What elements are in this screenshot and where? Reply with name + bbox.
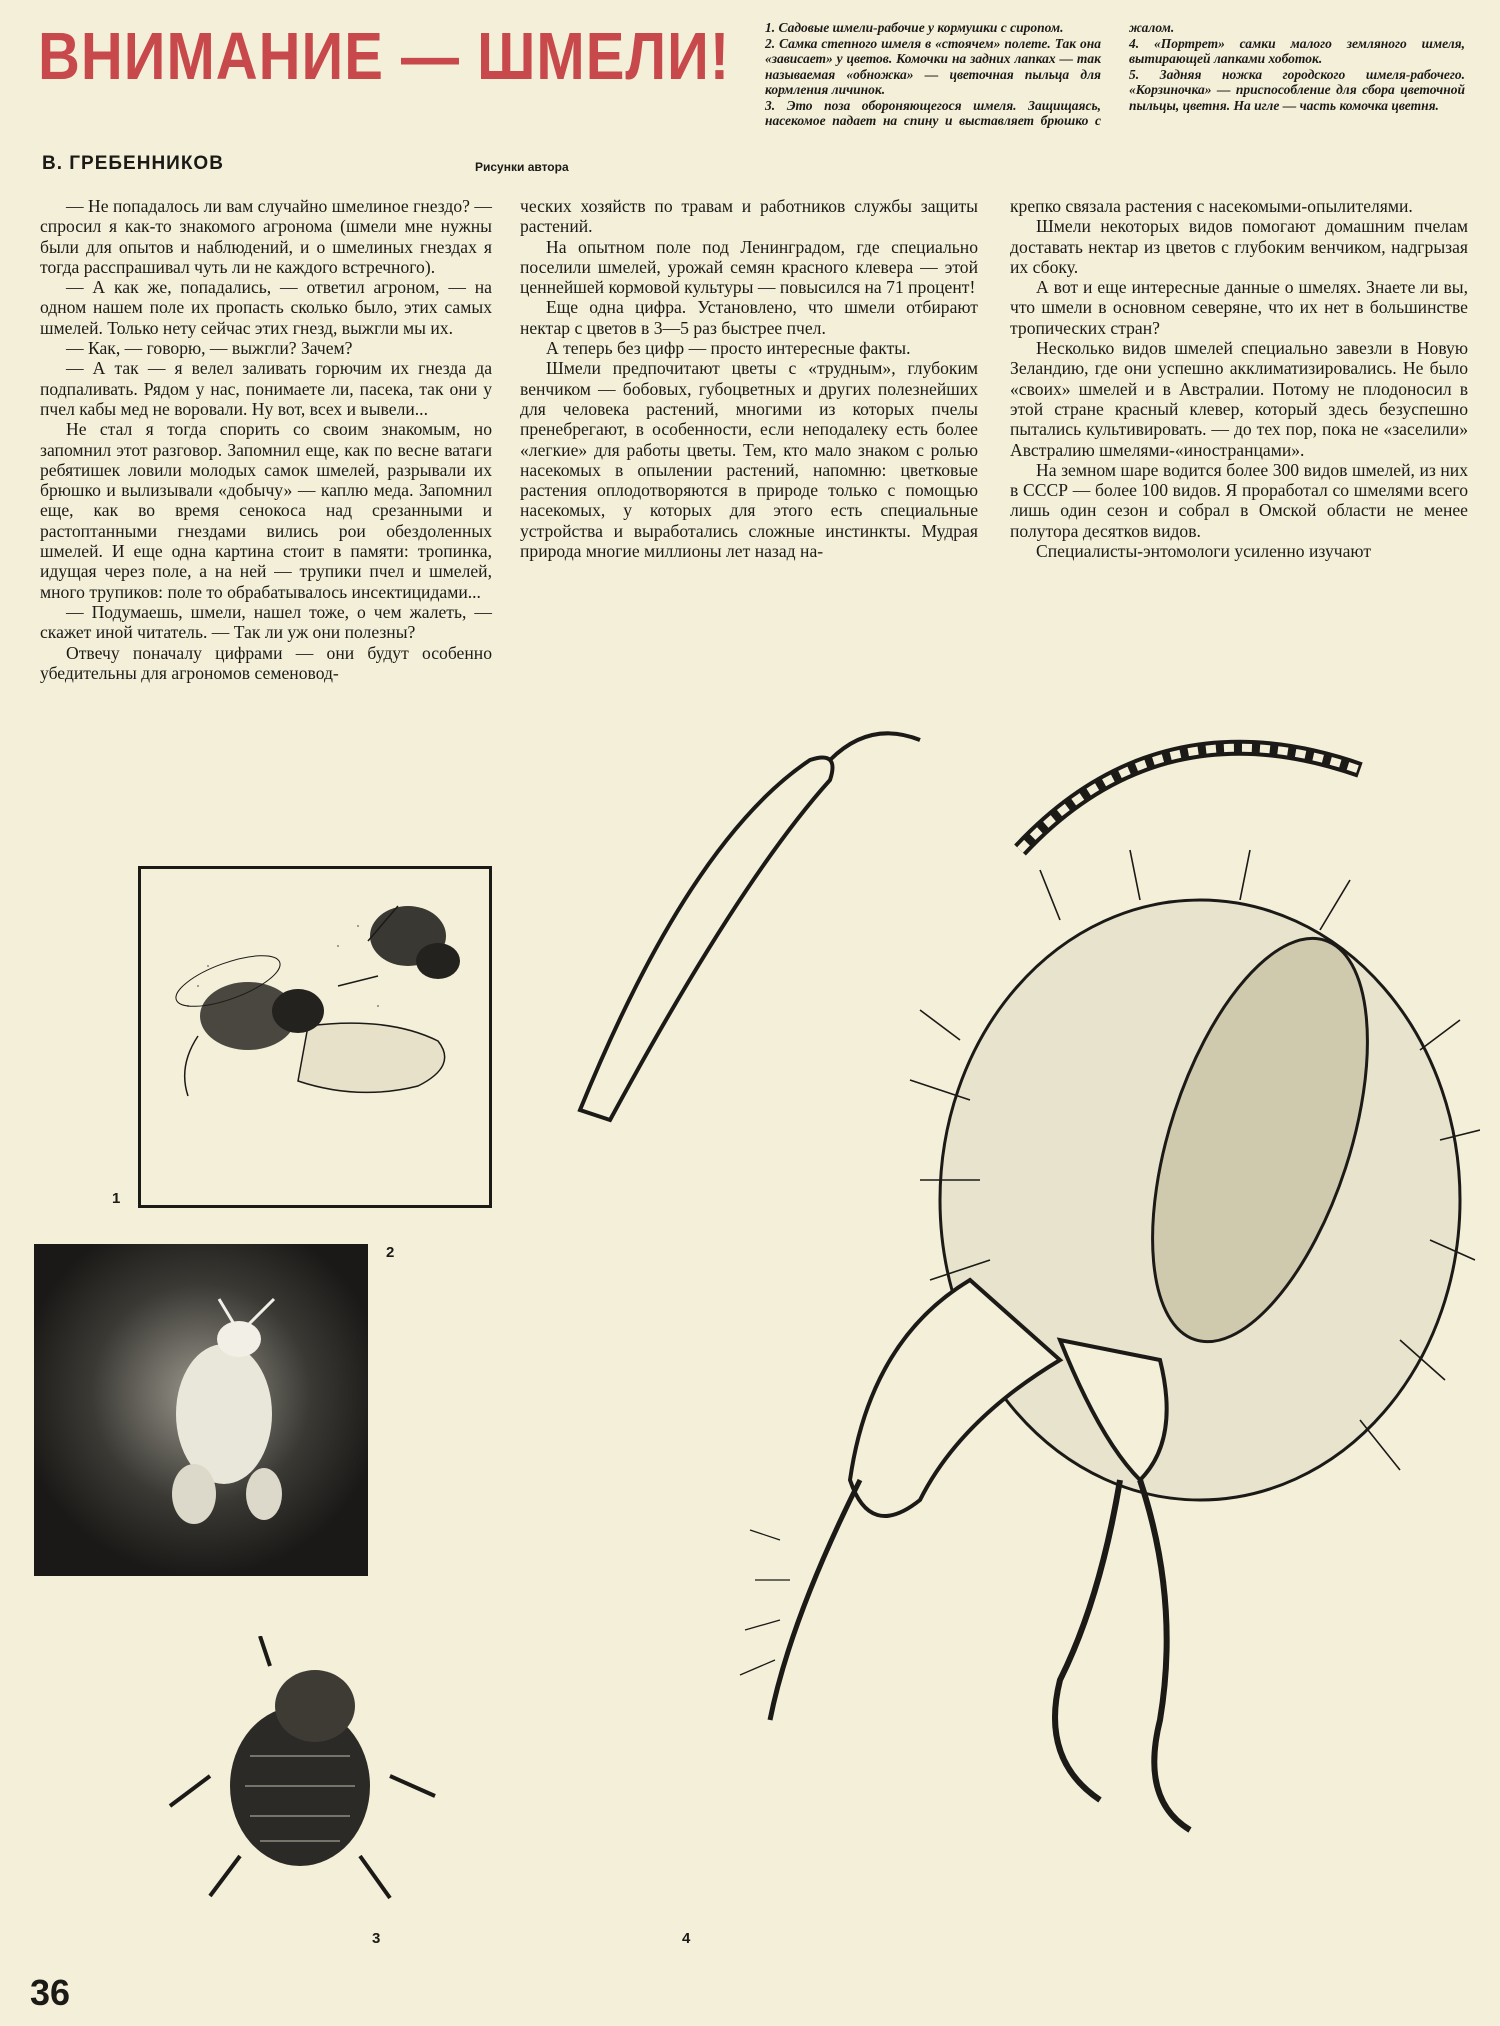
figure-3-label: 3 — [372, 1930, 381, 1947]
article-column-3 — [1010, 196, 1468, 561]
caption-2: 2. Самка степного шмеля в «стоячем» полете. Так она «зависает» у цветов. Комочки на задних лапках — так называемая «обножка» — цветочная пыльца для кормления личинок. — [765, 35, 1101, 97]
author-byline: В. ГРЕБЕННИКОВ — [42, 153, 224, 174]
paragraph: Несколько видов шмелей специально завезли в Новую Зеландию, где они успешно акклиматизировались. Не было «своих» шмелей и в Австралии. Потому не плодоносил в этой стране красный клевер, который здесь безуспешно пытались культивировать. — до тех пор, пока не «заселили» Австралию шмелями-«иностранцами». — [1010, 338, 1468, 460]
paragraph: — Не попадалось ли вам случайно шмелиное гнездо? — спросил я как-то знакомого агронома (шмели мне нужны были для опытов и наблюдений, и о шмелиных гнездах я тогда расспрашивал чуть ли не каждого встречного). — [40, 196, 492, 277]
figure-4-label: 4 — [682, 1930, 691, 1947]
page-number: 36 — [30, 1972, 71, 2013]
caption-4: 4. «Портрет» самки малого земляного шмеля, вытирающей лапками хоботок. — [1129, 35, 1465, 66]
paragraph: А вот и еще интересные данные о шмелях. Знаете ли вы, что шмели в основном северяне, что их нет в большинстве тропических стран? — [1010, 277, 1468, 338]
caption-3: 3. Это поза обороняющегося шмеля. Защищаясь, насекомое падает на спину и выставляет брюшко с жалом. — [765, 20, 1175, 128]
figure-3-defending-bumblebee — [150, 1636, 450, 1906]
paragraph: крепко связала растения с насекомыми-опылителями. — [1010, 196, 1413, 216]
article-title: ВНИМАНИЕ — ШМЕЛИ! — [38, 19, 731, 94]
paragraph: Не стал я тогда спорить со своим знакомым, но запомнил этот разговор. Запомнил еще, как по весне ватаги ребятишек ловили молодых самок шмелей, разрывали их брюшко и вылизывали «добычу» — каплю меда. Запомнил еще, как во время сенокоса над срезанными и растоптанными гнездами вились рои обездоленных шмелей. И еще одна картина стоит в памяти: тропинка, идущая через поле, а на ней — трупики пчел и шмелей, много трупиков: поле то обрабатывалось инсектицидами... — [40, 419, 492, 602]
paragraph: ческих хозяйств по травам и работников службы защиты растений. — [520, 196, 978, 237]
article-column-1 — [40, 196, 492, 683]
caption-1: 1. Садовые шмели-рабочие у кормушки с сиропом. — [765, 20, 1064, 35]
paragraph: — Как, — говорю, — выжгли? Зачем? — [66, 338, 353, 359]
figure-captions — [765, 20, 1465, 129]
paragraph: — А так — я велел заливать горючим их гнезда да подпаливать. Рядом у нас, понимаете ли, пасека, так они у пчел кабы мед не воровали. Ну вот, всех и вывели... — [40, 358, 492, 419]
paragraph: Шмели некоторых видов помогают домашним пчелам доставать нектар из цветов с глубоким венчиком, надгрызая их сбоку. — [1010, 216, 1468, 277]
figure-1-label: 1 — [112, 1190, 121, 1207]
paragraph: Отвечу поначалу цифрами — они будут особенно убедительны для агрономов семеновод- — [40, 642, 492, 683]
figure-1-bumblebees-at-feeder — [138, 866, 492, 1208]
paragraph: На земном шаре водится более 300 видов шмелей, из них в СССР — более 100 видов. Я проработал со шмелями всего лишь один сезон и собрал в Омской области не менее полутора десятков видов. — [1010, 459, 1468, 541]
paragraph: На опытном поле под Ленинградом, где специально поселили шмелей, урожай семян красного клевера — этой ценнейшей кормовой культуры — повысился на 71 процент! — [520, 236, 978, 298]
figure-2-hovering-bumblebee — [34, 1244, 368, 1576]
article-column-2 — [520, 196, 978, 561]
paragraph: — А как же, попадались, — ответил агроном, — на одном нашем поле их пропасть сколько было, этих самых шмелей. Только нету сейчас этих гнезд, выжгли мы их. — [40, 277, 492, 338]
caption-5: 5. Задняя ножка городского шмеля-рабочего. «Корзиночка» — приспособление для сбора цветочной пыльцы, цветня. На игле — часть комочка цветня. — [1129, 66, 1465, 113]
illustration-credit: Рисунки автора — [475, 160, 569, 174]
paragraph: Шмели предпочитают цветы с «трудным», глубоким венчиком — бобовых, губоцветных и других полезнейших для человека растений, многими из которых пчелы пренебрегают, в особенности, если неподалеку есть более «легкие» для работы цветы. Тем, кто мало знаком с ролью насекомых в опылении растений, напомню: цветковые растения оплодотворяются в природе только с помощью насекомых, у которых для этого есть специальные устройства и выработались сложные инстинкты. Мудрая природа многие миллионы лет назад на- — [520, 358, 978, 562]
figure-4-bumblebee-leg — [540, 720, 1480, 1950]
paragraph: А теперь без цифр — просто интересные факты. — [546, 338, 911, 359]
paragraph: Еще одна цифра. Установлено, что шмели отбирают нектар с цветов в 3—5 раз быстрее пчел. — [520, 297, 978, 338]
paragraph: — Подумаешь, шмели, нашел тоже, о чем жалеть, — скажет иной читатель. — Так ли уж они полезны? — [40, 601, 492, 643]
figure-2-label: 2 — [386, 1244, 395, 1261]
paragraph: Специалисты-энтомологи усиленно изучают — [1036, 541, 1372, 562]
